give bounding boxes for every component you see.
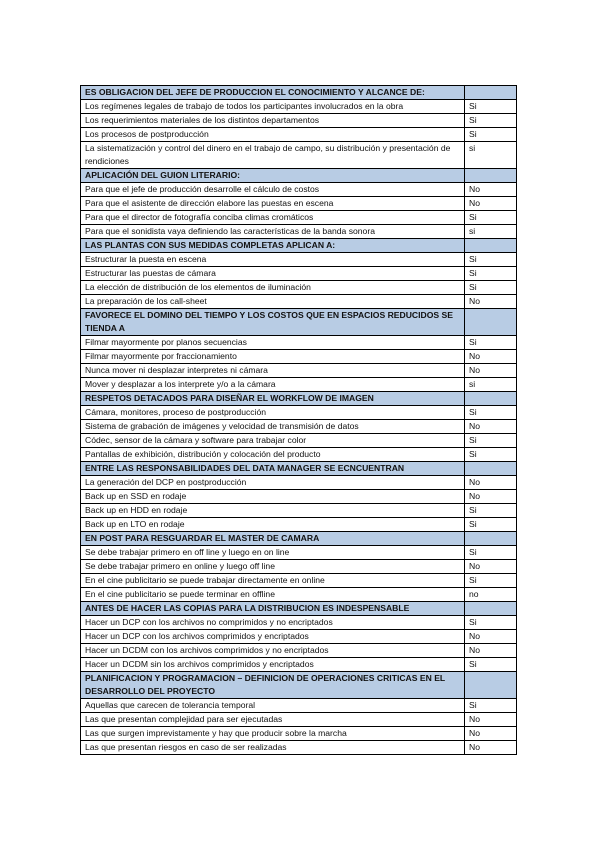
answer-cell: No bbox=[465, 630, 517, 644]
question-text: Para que el jefe de producción desarrolle el cálculo de costos bbox=[81, 183, 465, 197]
answer-cell: Si bbox=[465, 658, 517, 672]
answer-cell: No bbox=[465, 741, 517, 755]
section-answer-blank bbox=[465, 462, 517, 476]
table-row bbox=[81, 588, 517, 602]
section-header-row bbox=[81, 169, 517, 183]
question-text: Hacer un DCP con los archivos no comprimidos y no encriptados bbox=[81, 616, 465, 630]
table-row bbox=[81, 225, 517, 239]
question-text: Filmar mayormente por planos secuencias bbox=[81, 336, 465, 350]
answer-cell: No bbox=[465, 727, 517, 741]
table-row bbox=[81, 490, 517, 504]
table-row bbox=[81, 197, 517, 211]
answer-cell: Si bbox=[465, 253, 517, 267]
table-row bbox=[81, 616, 517, 630]
section-answer-blank bbox=[465, 602, 517, 616]
question-text: Para que el director de fotografía conciba climas cromáticos bbox=[81, 211, 465, 225]
question-text: Las que presentan riesgos en caso de ser realizadas bbox=[81, 741, 465, 755]
table-row bbox=[81, 546, 517, 560]
table-row bbox=[81, 114, 517, 128]
section-answer-blank bbox=[465, 86, 517, 100]
section-header-row bbox=[81, 532, 517, 546]
section-header-row bbox=[81, 602, 517, 616]
section-answer-blank bbox=[465, 672, 517, 699]
answer-cell: Si bbox=[465, 518, 517, 532]
question-text: Estructurar la puesta en escena bbox=[81, 253, 465, 267]
table-row bbox=[81, 727, 517, 741]
table-row bbox=[81, 211, 517, 225]
answer-cell: No bbox=[465, 490, 517, 504]
answer-cell: No bbox=[465, 560, 517, 574]
table-row bbox=[81, 476, 517, 490]
table-row bbox=[81, 364, 517, 378]
answer-cell: No bbox=[465, 364, 517, 378]
section-header-row bbox=[81, 239, 517, 253]
table-row bbox=[81, 644, 517, 658]
questionnaire-table bbox=[80, 85, 517, 755]
table-row bbox=[81, 699, 517, 713]
table-row bbox=[81, 336, 517, 350]
question-text: Sistema de grabación de imágenes y velocidad de transmisión de datos bbox=[81, 420, 465, 434]
section-title: EN POST PARA RESGUARDAR EL MASTER DE CAMARA bbox=[81, 532, 465, 546]
answer-cell: Si bbox=[465, 434, 517, 448]
table-row bbox=[81, 574, 517, 588]
answer-cell: Si bbox=[465, 406, 517, 420]
question-text: Estructurar las puestas de cámara bbox=[81, 267, 465, 281]
table-row bbox=[81, 378, 517, 392]
question-text: Para que el sonidista vaya definiendo las características de la banda sonora bbox=[81, 225, 465, 239]
section-header-row bbox=[81, 462, 517, 476]
section-answer-blank bbox=[465, 169, 517, 183]
question-text: Nunca mover ni desplazar interpretes ni cámara bbox=[81, 364, 465, 378]
section-answer-blank bbox=[465, 239, 517, 253]
table-row bbox=[81, 713, 517, 727]
question-text: Códec, sensor de la cámara y software para trabajar color bbox=[81, 434, 465, 448]
question-text: En el cine publicitario se puede trabajar directamente en online bbox=[81, 574, 465, 588]
section-header-row bbox=[81, 672, 517, 699]
answer-cell: Si bbox=[465, 114, 517, 128]
question-text: Las que surgen imprevistamente y hay que producir sobre la marcha bbox=[81, 727, 465, 741]
table-row bbox=[81, 741, 517, 755]
question-text: La preparación de los call-sheet bbox=[81, 295, 465, 309]
section-title: FAVORECE EL DOMINO DEL TIEMPO Y LOS COSTOS QUE EN ESPACIOS REDUCIDOS SE TIENDA A bbox=[81, 309, 465, 336]
question-text: Back up en HDD en rodaje bbox=[81, 504, 465, 518]
table-row bbox=[81, 253, 517, 267]
answer-cell: si bbox=[465, 142, 517, 169]
table-row bbox=[81, 518, 517, 532]
table-row bbox=[81, 406, 517, 420]
answer-cell: Si bbox=[465, 616, 517, 630]
table-row bbox=[81, 281, 517, 295]
questionnaire-body bbox=[81, 86, 517, 755]
table-row bbox=[81, 630, 517, 644]
question-text: Las que presentan complejidad para ser ejecutadas bbox=[81, 713, 465, 727]
table-row bbox=[81, 434, 517, 448]
table-row bbox=[81, 350, 517, 364]
section-answer-blank bbox=[465, 532, 517, 546]
section-header-row bbox=[81, 309, 517, 336]
question-text: Se debe trabajar primero en off line y luego en on line bbox=[81, 546, 465, 560]
answer-cell: No bbox=[465, 476, 517, 490]
table-row bbox=[81, 560, 517, 574]
answer-cell: si bbox=[465, 378, 517, 392]
section-title: ANTES DE HACER LAS COPIAS PARA LA DISTRIBUCION ES INDESPENSABLE bbox=[81, 602, 465, 616]
table-row bbox=[81, 420, 517, 434]
section-header-row bbox=[81, 86, 517, 100]
section-header-row bbox=[81, 392, 517, 406]
answer-cell: Si bbox=[465, 267, 517, 281]
table-row bbox=[81, 658, 517, 672]
answer-cell: Si bbox=[465, 574, 517, 588]
answer-cell: Si bbox=[465, 281, 517, 295]
table-row bbox=[81, 128, 517, 142]
question-text: Filmar mayormente por fraccionamiento bbox=[81, 350, 465, 364]
question-text: Mover y desplazar a los interprete y/o a la cámara bbox=[81, 378, 465, 392]
answer-cell: No bbox=[465, 350, 517, 364]
section-answer-blank bbox=[465, 309, 517, 336]
question-text: La elección de distribución de los elementos de iluminación bbox=[81, 281, 465, 295]
answer-cell: Si bbox=[465, 504, 517, 518]
answer-cell: No bbox=[465, 420, 517, 434]
question-text: En el cine publicitario se puede terminar en offline bbox=[81, 588, 465, 602]
answer-cell: Si bbox=[465, 448, 517, 462]
table-row bbox=[81, 504, 517, 518]
answer-cell: No bbox=[465, 295, 517, 309]
table-row bbox=[81, 295, 517, 309]
question-text: La generación del DCP en postproducción bbox=[81, 476, 465, 490]
question-text: Back up en LTO en rodaje bbox=[81, 518, 465, 532]
answer-cell: No bbox=[465, 197, 517, 211]
table-row bbox=[81, 183, 517, 197]
question-text: Los regímenes legales de trabajo de todos los participantes involucrados en la obra bbox=[81, 100, 465, 114]
answer-cell: si bbox=[465, 225, 517, 239]
section-title: LAS PLANTAS CON SUS MEDIDAS COMPLETAS APLICAN A: bbox=[81, 239, 465, 253]
question-text: Hacer un DCDM con los archivos comprimidos y no encriptados bbox=[81, 644, 465, 658]
answer-cell: No bbox=[465, 183, 517, 197]
answer-cell: No bbox=[465, 713, 517, 727]
question-text: Los procesos de postproducción bbox=[81, 128, 465, 142]
answer-cell: Si bbox=[465, 211, 517, 225]
section-title: RESPETOS DETACADOS PARA DISEÑAR EL WORKFLOW DE IMAGEN bbox=[81, 392, 465, 406]
question-text: Aquellas que carecen de tolerancia temporal bbox=[81, 699, 465, 713]
answer-cell: no bbox=[465, 588, 517, 602]
question-text: Hacer un DCDM sin los archivos comprimidos y encriptados bbox=[81, 658, 465, 672]
question-text: La sistematización y control del dinero en el trabajo de campo, su distribución y presentación de rendiciones bbox=[81, 142, 465, 169]
question-text: Para que el asistente de dirección elabore las puestas en escena bbox=[81, 197, 465, 211]
answer-cell: Si bbox=[465, 128, 517, 142]
question-text: Cámara, monitores, proceso de postproducción bbox=[81, 406, 465, 420]
question-text: Back up en SSD en rodaje bbox=[81, 490, 465, 504]
question-text: Se debe trabajar primero en online y luego off line bbox=[81, 560, 465, 574]
question-text: Pantallas de exhibición, distribución y colocación del producto bbox=[81, 448, 465, 462]
section-title: ES OBLIGACION DEL JEFE DE PRODUCCION EL CONOCIMIENTO Y ALCANCE DE: bbox=[81, 86, 465, 100]
section-title: PLANIFICACION Y PROGRAMACION – DEFINICION DE OPERACIONES CRITICAS EN EL DESARROLLO DEL PROYECTO bbox=[81, 672, 465, 699]
answer-cell: Si bbox=[465, 546, 517, 560]
answer-cell: Si bbox=[465, 336, 517, 350]
question-text: Hacer un DCP con los archivos comprimidos y encriptados bbox=[81, 630, 465, 644]
section-title: APLICACIÓN DEL GUION LITERARIO: bbox=[81, 169, 465, 183]
question-text: Los requerimientos materiales de los distintos departamentos bbox=[81, 114, 465, 128]
table-row bbox=[81, 142, 517, 169]
section-answer-blank bbox=[465, 392, 517, 406]
answer-cell: No bbox=[465, 644, 517, 658]
table-row bbox=[81, 100, 517, 114]
answer-cell: Si bbox=[465, 100, 517, 114]
table-row bbox=[81, 267, 517, 281]
table-row bbox=[81, 448, 517, 462]
section-title: ENTRE LAS RESPONSABILIDADES DEL DATA MANAGER SE ECNCUENTRAN bbox=[81, 462, 465, 476]
answer-cell: Si bbox=[465, 699, 517, 713]
